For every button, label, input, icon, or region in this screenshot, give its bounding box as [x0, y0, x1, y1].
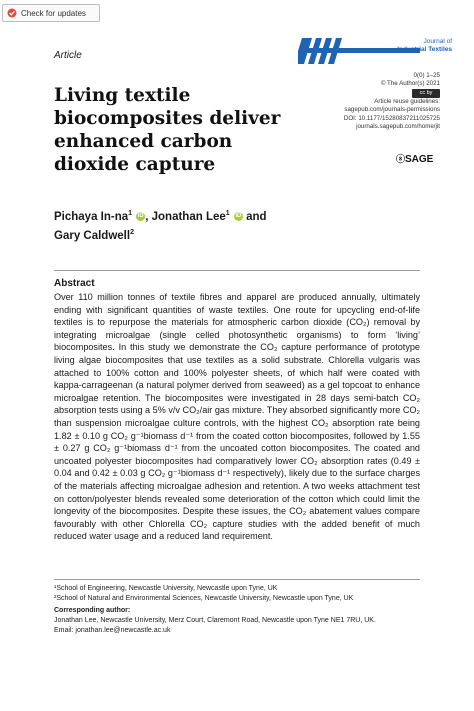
orcid-icon[interactable]: iD: [235, 213, 242, 220]
cc-by-license-icon[interactable]: cc by: [412, 89, 440, 98]
permissions-link[interactable]: sagepub.com/journals-permissions: [344, 106, 440, 114]
article-type: Article: [54, 50, 82, 61]
crossmark-icon: [7, 8, 17, 18]
article-title: Living textile biocomposites deliver enhanced carbon dioxide capture: [54, 85, 281, 175]
article-meta: [322, 72, 440, 131]
orcid-icon[interactable]: iD: [137, 213, 144, 220]
author-conjunction: and: [246, 210, 267, 223]
doi[interactable]: DOI: 10.1177/15280837211025725: [343, 114, 440, 122]
corresponding-author-email[interactable]: Email: jonathan.lee@newcastle.ac.uk: [54, 627, 171, 634]
journal-name: Journal of Industrial Textiles: [397, 38, 452, 53]
author-name[interactable]: Gary Caldwell: [54, 229, 131, 242]
journal-url[interactable]: journals.sagepub.com/home/jit: [356, 123, 440, 131]
sage-icon: ⓢ: [396, 154, 406, 164]
corresponding-author-heading: Corresponding author:: [54, 607, 131, 614]
author-name[interactable]: Pichaya In-na: [54, 210, 129, 223]
author-name[interactable]: Jonathan Lee: [151, 210, 226, 223]
abstract-text: Over 110 million tonnes of textile fibres and apparel are produced annually, ultimately ending with significant quantities of waste textiles. One route for upcycling end-of-life textiles is to repurpose the materials for atmospheric carbon dioxide (CO₂) removal by integrating microalgae (single celled photosynthetic organisms) to form ‘living’ biocomposites. In this study we demonstrate the CO₂ capture performance of prototype living algae biocomposites that use textiles as a solid substrate. Chlorella vulgaris was attached to 100% cotton and 100% polyester sheets, of which half were coated with kappa-carrageenan (a natural polymer derived from seaweed) as a gel topcoat to enhance microalgae retention. The biocomposites were investigated in 28 days semi-batch CO₂ absorption tests using a 5% v/v CO₂/air gas mixture. They absorbed significantly more CO₂ than suspension microalgae culture controls, with the highest CO₂ absorption rate being 1.82 ± 0.10 g CO₂ g⁻¹biomass d⁻¹ from the coated cotton biocomposites, followed by 1.55 ± 0.27 g CO₂ g⁻¹biomass d⁻¹ from the uncoated cotton biocomposites. The coated and uncoated polyester biocomposites had comparatively lower CO₂ absorption rates (0.49 ± 0.04 and 0.42 ± 0.03 g CO₂ g⁻¹biomass d⁻¹ respectively), likely due to the surface charges of the materials affecting microalgae adhesion and retention. A two weeks attachment test on cotton/polyester blends revealed some deterioration of the cotton which could limit the longevity of the biocomposites. Despite these issues, the CO₂ abatement values compare favourably with other Chlorella CO₂ capture studies with the added benefit of much reduced water usage and a reduced land requirement.: [54, 292, 420, 542]
reuse-guidelines: Article reuse guidelines:: [374, 97, 440, 105]
affiliation-1: ¹School of Engineering, Newcastle University, Newcastle upon Tyne, UK: [54, 585, 278, 592]
copyright: © The Author(s) 2021: [380, 80, 440, 88]
author-list: Pichaya $In-na^1$ iD , Jonathan Lee$^1$ iD and Gary Caldwell$^2$: [54, 210, 267, 242]
corresponding-author-address: Jonathan Lee, Newcastle University, Merz Court, Claremont Road, Newcastle upon Tyne NE1 7RU, UK.: [54, 617, 376, 624]
divider: [54, 270, 420, 271]
check-for-updates-badge[interactable]: [2, 4, 100, 22]
affiliation-2: ²School of Natural and Environmental Sciences, Newcastle University, Newcastle upon Tyne, UK: [54, 595, 354, 602]
badge-label: Check for updates: [21, 8, 86, 18]
publisher-logo: ⓢSAGE: [396, 154, 434, 165]
divider: [54, 579, 420, 580]
abstract-heading: Abstract: [54, 278, 95, 289]
issue: 0(0) 1–25: [413, 72, 440, 79]
